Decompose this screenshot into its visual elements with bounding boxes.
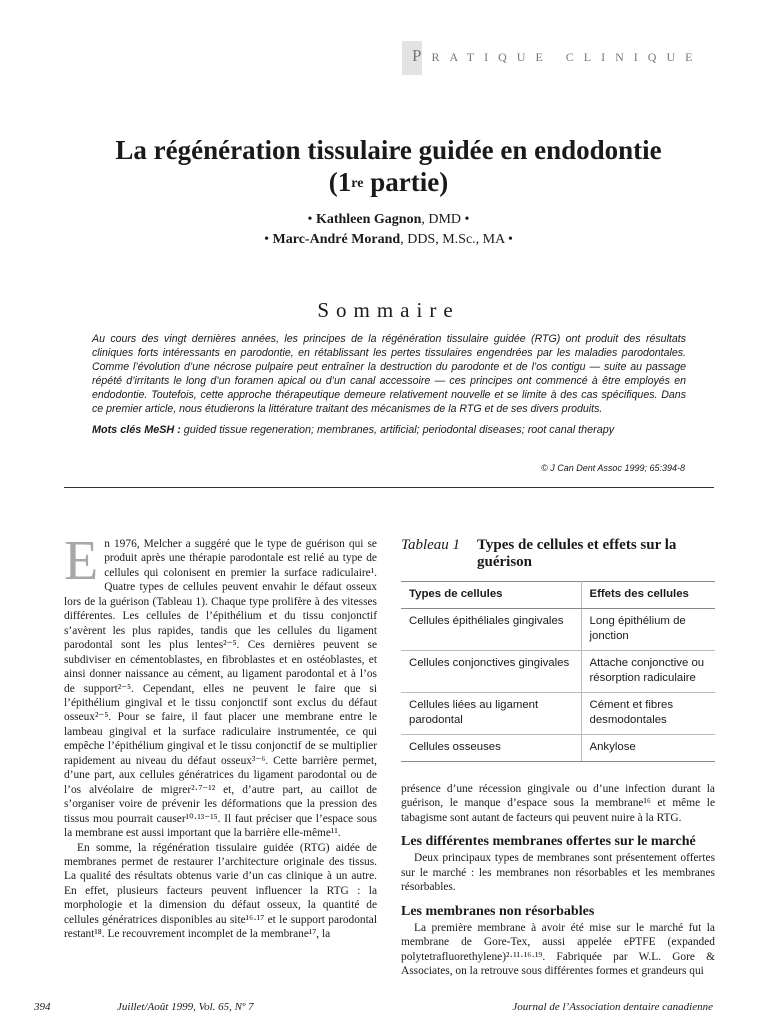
section-header <box>412 46 702 66</box>
body-paragraph: présence d’une récession gingivale ou d’une infection durant la guérison, le manque d’espace sous la membrane¹⁶ et même le tabagisme sont autant de facteurs qui peuvent nuire à la RTG. <box>401 783 715 824</box>
body-paragraph: Deux principaux types de membranes sont présentement offertes sur le marché : les membranes non résorbables et les membranes résorbables. <box>401 852 715 894</box>
body-paragraph-text: n 1976, Melcher a suggéré que le type de guérison qui se produit après une thérapie parodontale est relié au type de cellules qui colonisent en premier la surface radiculaire¹. Quatre types de cellules peuvent envahir le défaut osseux lors de la guérison (Tableau 1). Chaque type prolifère à des vitesses différentes. Les cellules de l’épithélium et du tissu conjonctif s’avèrent les plus rapides, tandis que les cellules du ligament parodontal sont les plus lentes²⁻⁵. Ces dernières peuvent se subdiviser en cémentoblastes, en fibroblastes et en ostéoblastes, et ainsi donner naissance au cément, au ligament parodontal et à l’os de support²⁻⁵. Cependant, elles ne peuvent le faire que si l’épithélium gingival et le tissu conjonctif sont exclus du défaut osseux²⁻⁵. Pour se faire, il faut placer une membrane entre le lambeau gingival et la surface radiculaire instrumentée, ce qui empêche l’épithélium gingival et le tissu conjonctif de se multiplier rapidement au niveau du défaut osseux³⁻⁶. Cette barrière permet, d’une part, aux cellules génératrices du ligament parodontal ou de l’os alvéolaire de migrer²·⁷⁻¹² et, d’autre part, au caillot de s’organiser voire de prévenir les déformations que la pression des tissus mou pourrait causer¹⁰·¹³⁻¹⁵. Il faut préciser que l’espace sous la membrane est aussi important que la barrière elle-même¹¹. <box>64 538 377 840</box>
abstract-text: Au cours des vingt dernières années, les principes de la régénération tissulaire guidée (RTG) ont produit des résultats cliniques forts intéressants en parodontie, en rétablissant les pertes tissulaires engendrées par les maladies parodontales. Comme l’évolution d’une nécrose pulpaire peut entraîner la destruction du parodonte et de l’os contigu — suite au passage répété d’irritants le long d’un foramen apical ou d’un canal accessoire — ces principes ont commencé à être employés en endodontie. Toutefois, cette approche thérapeutique demeure relativement nouvelle et se limite à des cas spécifiques. Dans ce premier article, nous étudierons la littérature traitant des mécanismes de la RTG et de ses divers produits. <box>92 333 686 415</box>
article-title-line1: La régénération tissulaire guidée en endodontie <box>115 135 662 165</box>
author-credentials: , DDS, M.Sc., MA <box>400 232 505 247</box>
table-label: Tableau 1 <box>401 537 461 553</box>
table-header-row <box>401 582 715 609</box>
table-cell: Cément et fibres desmodontales <box>581 693 715 735</box>
table-header-cell: Effets des cellules <box>581 582 715 609</box>
keywords-label: Mots clés MeSH : <box>92 424 181 436</box>
title-part-sup: re <box>351 176 364 191</box>
table-header-cell: Types de cellules <box>401 582 581 609</box>
keywords <box>92 423 686 437</box>
author-credentials: , DMD <box>421 212 462 227</box>
section-header-initial: P <box>412 46 432 65</box>
author-line: • Kathleen Gagnon, DMD • <box>307 212 470 227</box>
table-row <box>401 693 715 735</box>
divider <box>64 487 714 488</box>
body-paragraph: En somme, la régénération tissulaire guidée (RTG) aidée de membranes permet de restaurer l’architecture originale des tissus. La qualité des résultats obtenus varie d’un cas clinique à un autre. En effet, plusieurs facteurs peuvent influencer la RTG : la morphologie et la dimension du défaut osseux, la quantité de cellules génératrices disponibles au site¹⁶·¹⁷ et le support parodontal restant¹⁸. Le recouvrement incomplet de la membrane¹⁷, la <box>64 841 377 941</box>
table-cell: Long épithélium de jonction <box>581 609 715 651</box>
author-line: • Marc-André Morand, DDS, M.Sc., MA • <box>264 232 513 247</box>
body-paragraph <box>64 530 377 841</box>
left-column <box>64 530 377 942</box>
table-cell: Cellules liées au ligament parodontal <box>401 693 581 735</box>
table-title: Types de cellules et effets sur la guérison <box>477 537 677 570</box>
right-body-text <box>401 782 715 979</box>
table-cell: Attache conjonctive ou résorption radiculaire <box>581 651 715 693</box>
author-list <box>60 210 717 250</box>
right-column <box>401 537 715 979</box>
table-cell: Ankylose <box>581 735 715 762</box>
issue-info: Juillet/Août 1999, Vol. 65, Nº 7 <box>117 1001 254 1013</box>
section-header-rest: RATIQUE CLINIQUE <box>431 50 703 64</box>
section-heading: Les différentes membranes offertes sur le marché <box>401 834 696 850</box>
cell-types-table <box>401 581 715 762</box>
table-cell: Cellules épithéliales gingivales <box>401 609 581 651</box>
journal-citation: © J Can Dent Assoc 1999; 65:394-8 <box>541 463 685 473</box>
title-part-pre: (1 <box>328 167 352 197</box>
author-name: Kathleen Gagnon <box>315 212 422 227</box>
keywords-list: guided tissue regeneration; membranes, artificial; periodontal diseases; root canal therapy <box>180 424 615 436</box>
article-title <box>60 134 717 198</box>
table-caption <box>401 537 715 571</box>
table-row <box>401 609 715 651</box>
table-row <box>401 651 715 693</box>
table-cell: Cellules conjonctives gingivales <box>401 651 581 693</box>
table-row <box>401 735 715 762</box>
drop-cap: E <box>64 530 99 592</box>
abstract-heading: Sommaire <box>317 298 460 322</box>
page-number: 394 <box>34 1001 51 1013</box>
article-title-line2 <box>60 166 717 198</box>
table-cell: Cellules osseuses <box>401 735 581 762</box>
author-name: Marc-André Morand <box>272 232 401 247</box>
section-heading: Les membranes non résorbables <box>401 903 595 919</box>
title-part-post: partie) <box>363 167 449 197</box>
journal-name: Journal de l’Association dentaire canadienne <box>512 1001 713 1013</box>
body-paragraph: La première membrane à avoir été mise sur le marché fut la membrane de Gore-Tex, aussi appelée ePTFE (expanded polytetrafluorethylene)²·¹¹·¹⁶·¹⁹. Fabriquée par W.L. Gore & Associates, on la retrouve sous différentes formes et grandeurs qui <box>401 921 715 978</box>
